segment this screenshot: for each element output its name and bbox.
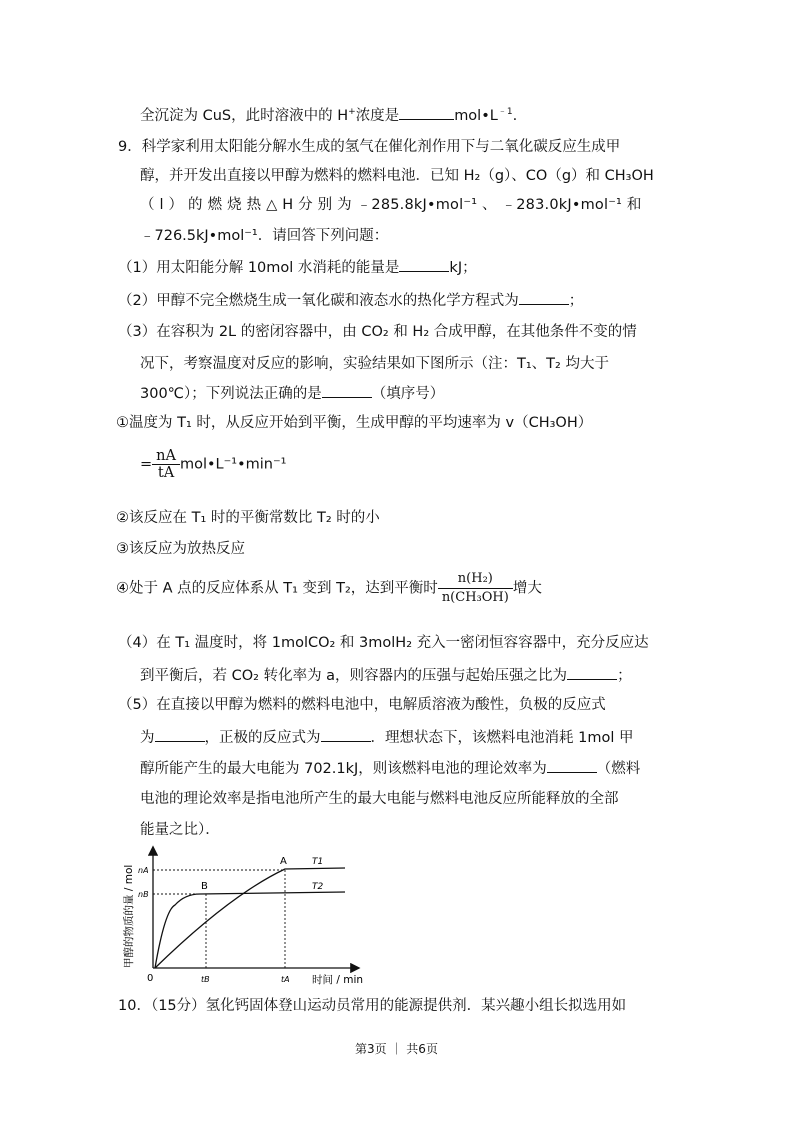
point-B-label: B	[201, 881, 208, 892]
T2-label: T2	[312, 882, 324, 892]
part3-line1: （3）在容积为 2L 的密闭容器中，由 CO₂ 和 H₂ 合成甲醇，在其他条件不变的情	[118, 324, 637, 340]
fraction	[152, 448, 180, 481]
part4-line1: （4）在 T₁ 温度时，将 1molCO₂ 和 3molH₂ 充入一密闭恒容容器中，充分反应达	[118, 635, 649, 651]
page-footer: 第3页 ｜ 共6页	[355, 1042, 438, 1056]
text: 科学家利用太阳能分解水生成的氢气在催化剂作用下与二氧化碳反应生成甲	[141, 139, 621, 155]
y-axis-label: 甲醇的物质的量 / mol	[123, 864, 135, 968]
tA-label: tA	[281, 975, 290, 984]
numerator: n(H₂)	[438, 570, 513, 589]
text: kJ；	[449, 260, 477, 276]
part3-line2: 况下，考察温度对反应的影响，实验结果如下图所示（注：T₁、T₂ 均大于	[140, 356, 609, 372]
guide-lines	[153, 870, 285, 968]
denominator: n(CH₃OH)	[441, 590, 509, 605]
answer-blank[interactable]	[155, 727, 205, 742]
part2	[118, 290, 583, 311]
option1-line1: ①温度为 T₁ 时，从反应开始到平衡，生成甲醇的平均速率为 v（CH₃OH）	[116, 415, 593, 431]
part1	[118, 257, 477, 278]
T1-label: T1	[312, 857, 324, 867]
text: 醇所能产生的最大电能为 702.1kJ，则该燃料电池的理论效率为	[140, 761, 547, 777]
answer-blank[interactable]	[399, 105, 454, 120]
text: =	[140, 456, 153, 473]
option3: ③该反应为放热反应	[116, 541, 245, 557]
part4-line2	[140, 665, 632, 686]
option2: ②该反应在 T₁ 时的平衡常数比 T₂ 时的小	[116, 510, 380, 526]
point-A-label: A	[280, 856, 287, 867]
text: ，正极的反应式为	[204, 730, 321, 746]
line-prev-question: 全沉淀为 CuS，此时溶液中的 H+浓度是 $mol•L^{﹣1}$.	[140, 102, 517, 126]
part5-line4: 电池的理论效率是指电池所产生的最大电能与燃料电池反应所能释放的全部	[140, 791, 619, 807]
answer-blank[interactable]	[547, 758, 597, 773]
part3-line3	[140, 383, 444, 404]
nA-label: nA	[138, 866, 149, 875]
text: ④处于 A 点的反应体系从 T₁ 变到 T₂，达到平衡时	[116, 580, 438, 597]
text: mol•L	[454, 107, 498, 124]
text: （2）甲醇不完全燃烧生成一氧化碳和液态水的热化学方程式为	[118, 293, 519, 309]
option1-formula	[140, 448, 286, 481]
q9-line2: 醇，并开发出直接以甲醇为燃料的燃料电池．已知 H₂（g）、CO（g）和 CH₃OH	[140, 168, 654, 184]
x-axis-label: 时间 / min	[312, 974, 364, 986]
fraction	[438, 570, 513, 607]
origin-label: 0	[147, 973, 154, 984]
answer-blank[interactable]	[399, 257, 449, 272]
answer-blank[interactable]	[567, 665, 617, 680]
text: 300℃）；下列说法正确的是	[140, 386, 322, 402]
question-number: 9．	[118, 139, 142, 155]
text: 为	[140, 730, 155, 746]
option4	[116, 570, 542, 607]
nB-label: nB	[138, 890, 149, 899]
text: 浓度是	[355, 107, 400, 124]
part5-line1: （5）在直接以甲醇为燃料的燃料电池中，电解质溶液为酸性，负极的反应式	[118, 697, 606, 713]
part5-line5: 能量之比）．	[140, 822, 220, 838]
text: 增大	[512, 580, 542, 597]
text: mol•L⁻¹•min⁻¹	[179, 456, 287, 473]
numerator: nA	[152, 448, 180, 465]
text: 到平衡后，若 CO₂ 转化率为 a，则容器内的压强与起始压强之比为	[140, 668, 568, 684]
denominator: tA	[157, 465, 175, 481]
q9-line3: （ l ） 的 燃 烧 热 △ H 分 别 为 ﹣285.8kJ•mol⁻¹ 、 ﹣283.0kJ•mol⁻¹ 和	[140, 197, 642, 213]
text: ；	[617, 668, 632, 684]
part5-line2	[140, 727, 633, 748]
tB-label: tB	[201, 975, 210, 984]
answer-blank[interactable]	[322, 383, 372, 398]
text: （燃料	[596, 761, 641, 777]
curve-T2	[155, 892, 345, 968]
text: ．理想状态下，该燃料电池消耗 1mol 甲	[370, 730, 634, 746]
answer-blank[interactable]	[519, 290, 569, 305]
text: ；	[568, 293, 584, 309]
text: 全沉淀为 CuS，此时溶液中的 H	[140, 107, 349, 124]
text: （1）用太阳能分解 10mol 水消耗的能量是	[118, 260, 400, 276]
text: （填序号）	[371, 386, 445, 402]
methanol-time-figure	[100, 840, 400, 990]
part5-line3	[140, 758, 640, 779]
answer-blank[interactable]	[321, 727, 371, 742]
q9-line1	[118, 137, 620, 157]
q9-line4: ﹣726.5kJ•mol⁻¹．请回答下列问题：	[140, 228, 389, 244]
q10-line1: 10．（15分）氢化钙固体登山运动员常用的能源提供剂．某兴趣小组长拟选用如	[118, 998, 627, 1014]
